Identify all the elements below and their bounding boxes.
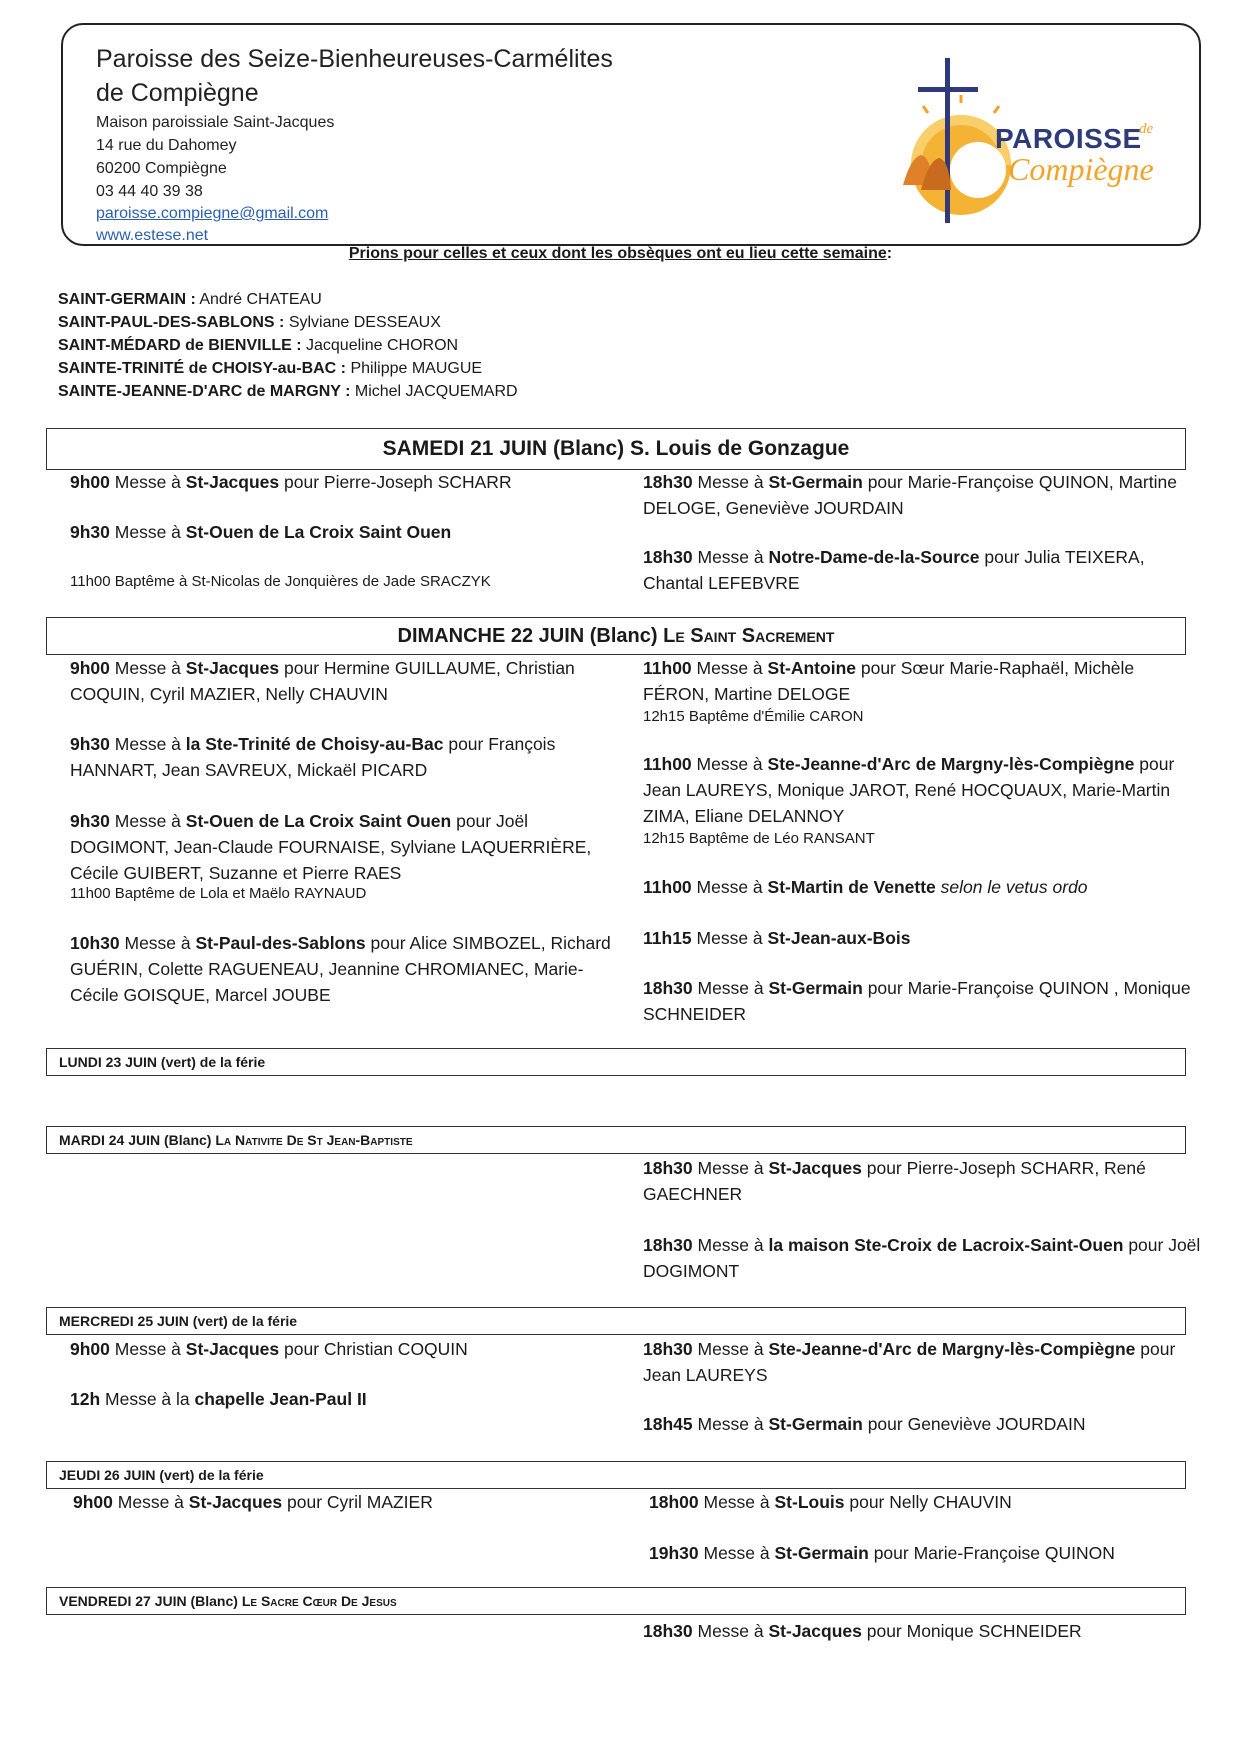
logo-word-compiegne: Compiègne xyxy=(1008,151,1154,187)
parish-logo xyxy=(883,55,1173,225)
parish-city: 60200 Compiègne xyxy=(96,160,227,177)
logo-word-de: de xyxy=(1139,121,1154,137)
mass-entry: 18h30 Messe à St-Germain pour Marie-Françoise QUINON , Monique SCHNEIDER xyxy=(643,978,1191,1024)
mass-entry: 11h00 Messe à St-Martin de Venette selon le vetus ordo xyxy=(643,877,1088,897)
mass-entry: 9h00 Messe à St-Jacques pour Cyril MAZIER xyxy=(73,1492,433,1512)
day-header-wednesday: MERCREDI 25 JUIN (vert) de la férie xyxy=(46,1307,1186,1335)
day-header-friday: VENDREDI 27 JUIN (Blanc) Le Sacre Cœur De Jesus xyxy=(46,1587,1186,1615)
mass-entry: 18h30 Messe à la maison Ste-Croix de Lacroix-Saint-Ouen pour Joël DOGIMONT xyxy=(643,1235,1201,1281)
funeral-item: SAINT-GERMAIN : André CHATEAU xyxy=(58,291,322,308)
day-header-thursday: JEUDI 26 JUIN (vert) de la férie xyxy=(46,1461,1186,1489)
funeral-item: SAINT-PAUL-DES-SABLONS : Sylviane DESSEAUX xyxy=(58,314,441,331)
mass-entry: 10h30 Messe à St-Paul-des-Sablons pour Alice SIMBOZEL, Richard GUÉRIN, Colette RAGUENEAU, Jeannine CHROMIANEC, Marie-Cécile GOISQUE, Marcel JOUBE xyxy=(70,933,611,1005)
parish-website-link[interactable]: www.estese.net xyxy=(96,227,209,240)
funerals-title: Prions pour celles et ceux dont les obsèques ont eu lieu cette semaine: xyxy=(348,245,893,262)
parish-name-line1: Paroisse des Seize-Bienheureuses-Carmélites xyxy=(96,45,613,73)
day-header-sunday: DIMANCHE 22 JUIN (Blanc) Le Saint Sacrement xyxy=(46,617,1186,655)
day-header-saturday: SAMEDI 21 JUIN (Blanc) S. Louis de Gonzague xyxy=(46,428,1186,470)
parish-email-link[interactable]: paroisse.compiegne@gmail.com xyxy=(96,205,329,222)
parish-street: 14 rue du Dahomey xyxy=(96,137,237,154)
mass-entry: 11h00 Messe à St-Antoine pour Sœur Marie-Raphaël, Michèle FÉRON, Martine DELOGE xyxy=(643,658,1135,704)
mass-entry: 18h30 Messe à St-Germain pour Marie-Françoise QUINON, Martine DELOGE, Geneviève JOURDAIN xyxy=(643,472,1177,518)
mass-entry: 19h30 Messe à St-Germain pour Marie-Françoise QUINON xyxy=(649,1543,1115,1563)
parish-house: Maison paroissiale Saint-Jacques xyxy=(96,114,335,131)
mass-entry: 9h30 Messe à St-Ouen de La Croix Saint Ouen xyxy=(70,522,452,542)
baptism-note: 12h15 Baptême d'Émilie CARON xyxy=(643,708,864,725)
day-header-tuesday: MARDI 24 JUIN (Blanc) La Nativite De St Jean-Baptiste xyxy=(46,1126,1186,1154)
logo-word-paroisse: PAROISSE xyxy=(995,123,1142,154)
funeral-item: SAINTE-JEANNE-D'ARC de MARGNY : Michel JACQUEMARD xyxy=(58,383,518,400)
mass-entry: 9h30 Messe à la Ste-Trinité de Choisy-au-Bac pour François HANNART, Jean SAVREUX, Mickaël PICARD xyxy=(70,734,556,780)
mass-entry: 9h00 Messe à St-Jacques pour Christian COQUIN xyxy=(70,1339,468,1359)
mass-entry: 18h30 Messe à St-Jacques pour Monique SCHNEIDER xyxy=(643,1621,1082,1641)
mass-entry: 18h30 Messe à St-Jacques pour Pierre-Joseph SCHARR, René GAECHNER xyxy=(643,1158,1146,1204)
baptism-note: 11h00 Baptême à St-Nicolas de Jonquières de Jade SRACZYK xyxy=(70,573,491,590)
funeral-item: SAINT-MÉDARD de BIENVILLE : Jacqueline CHORON xyxy=(58,337,459,354)
mass-entry: 9h30 Messe à St-Ouen de La Croix Saint Ouen pour Joël DOGIMONT, Jean-Claude FOURNAISE, Sylviane LAQUERRIÈRE, Cécile GUIBERT, Suzanne et Pierre RAES xyxy=(70,811,592,883)
funeral-item: SAINTE-TRINITÉ de CHOISY-au-BAC : Philippe MAUGUE xyxy=(58,360,483,377)
mass-entry: 9h00 Messe à St-Jacques pour Pierre-Joseph SCHARR xyxy=(70,472,512,492)
mass-entry: 11h15 Messe à St-Jean-aux-Bois xyxy=(643,928,911,948)
mass-entry: 12h Messe à la chapelle Jean-Paul II xyxy=(70,1389,367,1409)
day-header-monday: LUNDI 23 JUIN (vert) de la férie xyxy=(46,1048,1186,1076)
parish-phone: 03 44 40 39 38 xyxy=(96,183,203,200)
mass-entry: 9h00 Messe à St-Jacques pour Hermine GUILLAUME, Christian COQUIN, Cyril MAZIER, Nelly CHAUVIN xyxy=(70,658,575,704)
mass-entry: 11h00 Messe à Ste-Jeanne-d'Arc de Margny-lès-Compiègne pour Jean LAUREYS, Monique JAROT, René HOCQUAUX, Marie-Martin ZIMA, Eliane DELANNOY xyxy=(643,754,1175,826)
mass-entry: 18h30 Messe à Ste-Jeanne-d'Arc de Margny-lès-Compiègne pour Jean LAUREYS xyxy=(643,1339,1176,1385)
mass-entry: 18h00 Messe à St-Louis pour Nelly CHAUVIN xyxy=(649,1492,1012,1512)
baptism-note: 11h00 Baptême de Lola et Maëlo RAYNAUD xyxy=(70,885,367,902)
baptism-note: 12h15 Baptême de Léo RANSANT xyxy=(643,830,875,847)
parish-name-line2: de Compiègne xyxy=(96,79,259,107)
parish-header xyxy=(61,23,1201,246)
mass-entry: 18h45 Messe à St-Germain pour Geneviève JOURDAIN xyxy=(643,1414,1086,1434)
mass-entry: 18h30 Messe à Notre-Dame-de-la-Source pour Julia TEIXERA, Chantal LEFEBVRE xyxy=(643,547,1145,593)
